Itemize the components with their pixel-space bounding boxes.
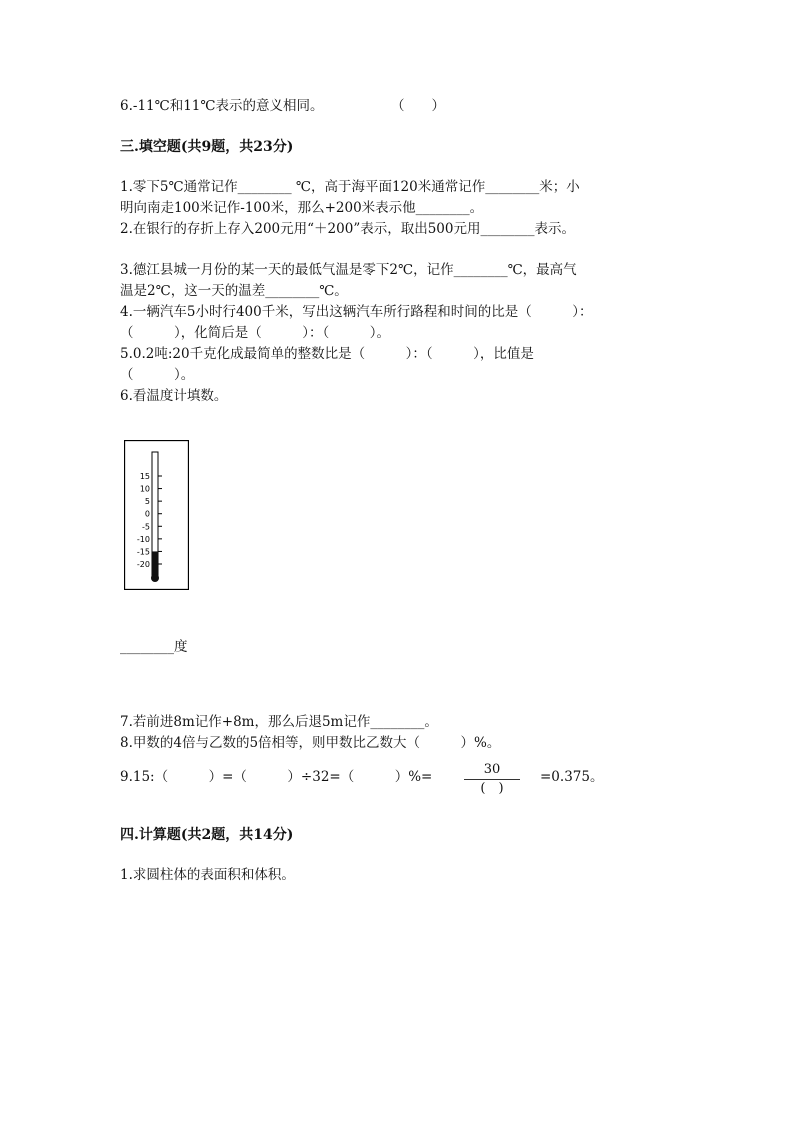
thermometer-mercury	[152, 551, 158, 576]
fill-question-1-line-1: 1.零下5℃通常记作________ ℃，高于海平面120米通常记作________米；小	[120, 179, 580, 195]
thermometer-bulb	[151, 574, 159, 582]
fill-question-9-text: 9.15:（ ）=（ ）÷32=（ ）%=	[120, 769, 433, 785]
fraction-numerator: 30	[483, 762, 501, 777]
fill-question-4-line-1: 4.一辆汽车5小时行400千米，写出这辆汽车所行路程和时间的比是（ ）：	[120, 304, 593, 320]
thermometer-tick-label: -15	[136, 547, 150, 557]
fill-question-6-answer: ________度	[120, 639, 188, 655]
fill-question-2: 2.在银行的存折上存入200元用“＋200”表示，取出500元用________表示。	[120, 221, 575, 237]
section-4-heading: 四.计算题(共2题，共14分)	[120, 827, 294, 843]
fill-question-4-line-2: （ ），化简后是（ ）：（ ）。	[120, 325, 390, 341]
fill-question-1-line-2: 明向南走100米记作-100米，那么+200米表示他________。	[120, 200, 484, 216]
thermometer-svg	[124, 440, 189, 590]
thermometer-tick-label: 0	[144, 509, 150, 519]
thermometer-figure	[124, 440, 189, 590]
thermometer-tick-label: -20	[136, 560, 150, 569]
tf-question-6: 6.-11℃和11℃表示的意义相同。 （ ）	[120, 98, 446, 114]
fill-question-5-line-1: 5.0.2吨:20千克化成最简单的整数比是（ ）：（ ），比值是	[120, 346, 534, 362]
fill-question-3-line-1: 3.德江县城一月份的某一天的最低气温是零下2℃，记作________℃，最高气	[120, 262, 577, 278]
thermometer-tick-label: -5	[142, 522, 150, 532]
calc-question-1: 1.求圆柱体的表面积和体积。	[120, 867, 295, 883]
thermometer-tick-label: 15	[139, 472, 150, 481]
fill-question-6: 6.看温度计填数。	[120, 388, 228, 404]
section-3-heading: 三.填空题(共9题，共23分)	[120, 139, 294, 155]
thermometer-tick-label: 10	[139, 484, 150, 494]
thermometer-tick-label: -10	[136, 534, 150, 544]
thermometer-tick-label: 5	[144, 497, 150, 507]
fill-question-8: 8.甲数的4倍与乙数的5倍相等，则甲数比乙数大（ ）%。	[120, 735, 501, 751]
fill-question-5-line-2: （ ）。	[120, 367, 195, 383]
fraction-denominator: ( )	[480, 781, 504, 796]
fill-question-3-line-2: 温是2℃，这一天的温差________℃。	[120, 283, 348, 299]
question-9-fraction	[464, 762, 520, 797]
fill-question-7: 7.若前进8m记作+8m，那么后退5m记作________。	[120, 714, 438, 730]
fraction-bar	[464, 779, 520, 780]
fill-question-9-tail: =0.375。	[540, 769, 604, 785]
